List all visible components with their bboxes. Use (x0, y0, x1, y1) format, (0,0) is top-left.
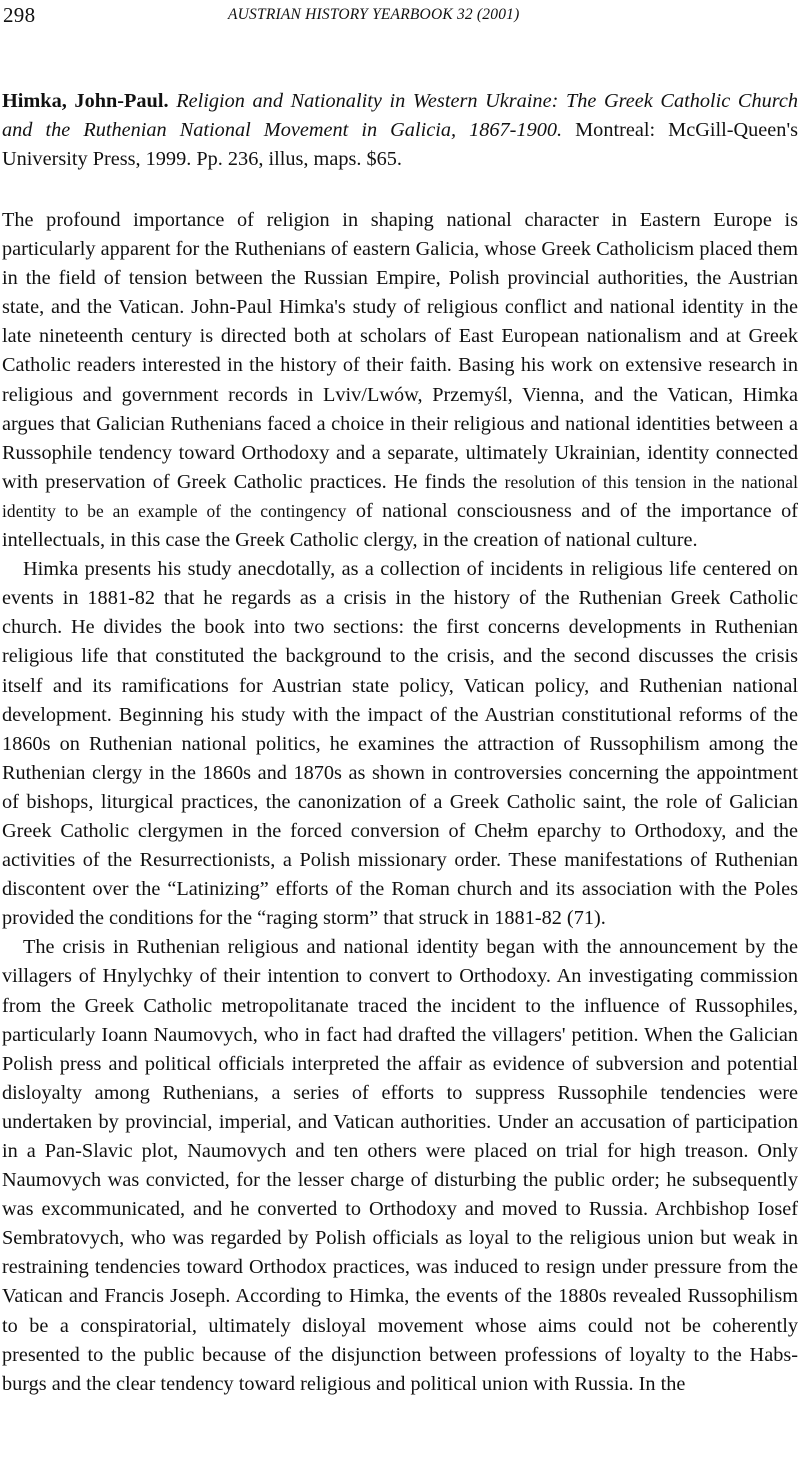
paragraph-1-text-end: of national consciousness and of the importance of intellectuals, in this case the Greek Catholic clergy, in the creation of national culture. (2, 499, 798, 552)
paragraph-1-text: The profound importance of religion in shaping national character in Eastern Europe is particularly apparent for the Ruthenians of eastern Galicia, whose Greek Catholicism placed them in the field of tension between the Russian Empire, Polish provincial authorities, the Austrian state, and the Vatican. John-Paul Himka's study of religious conflict and national identity in the late nineteenth century is directed both at scholars of East European nationalism and at Greek Catholic readers interested in the history of their faith. Basing his work on extensive research in religious and government records in Lviv/Lwów, Przemyśl, Vienna, and the Vatican, Himka argues that Galician Ruthenians faced a choice in their religious and national identities between a Russophile tendency toward Orthodoxy and a separate, ultimately Ukrainian, identity connected with preservation of Greek Catholic practices. He finds the (2, 209, 798, 493)
book-citation (2, 87, 798, 174)
citation-author: Himka, John-Paul. (2, 90, 169, 112)
citation-book-title: Religion and Nationality in Western Ukraine: The Greek Catholic Church and the Ruthenian National Movement in Galicia, 1867-1900. (2, 90, 799, 141)
page-number: 298 (3, 3, 36, 27)
journal-title: AUSTRIAN HISTORY YEARBOOK 32 (2001) (228, 6, 520, 23)
paragraph-3: The crisis in Ruthenian religious and national identity began with the announcement by the villagers of Hnylychky of their intention to convert to Orthodoxy. An investigating commission from the Greek Catholic metropolitanate traced the incident to the influence of Russophiles, particularly Ioann Naumovych, who in fact had drafted the villagers' petition. When the Galician Polish press and political officials interpreted the affair as evidence of subversion and potential disloyalty among Ruthenians, a series of efforts to suppress Russophile tendencies were undertaken by provincial, imperial, and Vatican authorities. Under an accusation of participation in a Pan-Slavic plot, Naumovych and ten others were placed on trial for high treason. Only Naumovych was convicted, for the lesser charge of disturbing the public order; he subsequently was excommunicated, and he converted to Orthodoxy and moved to Russia. Archbishop Iosef Sembratovych, who was regarded by Polish officials as loyal to the religious union but weak in restraining tendencies toward Orthodox practices, was induced to resign under pressure from the Vatican and Francis Joseph. According to Himka, the events of the 1880s revealed Russophilism to be a conspiratorial, ultimately disloyal movement whose aims could not be coherently presented to the public because of the disjunction between professions of loyalty to the Habsburgs and the clear tendency toward religious and political union with Russia. In the (2, 936, 798, 1395)
paragraph-1-condensed-line: resolution of this tension in the national identity to be an example of the contingency (2, 471, 799, 521)
running-head (2, 0, 798, 34)
paragraph-1 (2, 206, 798, 555)
paragraph-2: Himka presents his study anecdotally, as a collection of incidents in religious life centered on events in 1881-82 that he regards as a crisis in the history of the Ruthenian Greek Catholic church. He divides the book into two sections: the first concerns developments in Ruthenian religious life that constituted the background to the crisis, and the second discusses the crisis itself and its ramifications for Austrian state policy, Vatican policy, and Ruthenian national development. Beginning his study with the impact of the Austrian constitutional reforms of the 1860s on Ruthenian national politics, he examines the attraction of Russophilism among the Ruthenian clergy in the 1860s and 1870s as shown in controversies concerning the appointment of bishops, liturgical practices, the canonization of a Greek Catholic saint, the role of Galician Greek Catholic clergymen in the forced conversion of Chełm eparchy to Orthodoxy, and the activities of the Resurrectionists, a Polish missionary order. These manifestations of Ruthenian discontent over the “Latinizing” efforts of the Roman church and its association with the Poles provided the conditions for the “raging storm” that struck in 1881-82 (71). (2, 558, 798, 930)
citation-publication: Montreal: McGill-Queen's University Press, 1999. Pp. 236, illus, maps. $65. (2, 119, 798, 170)
review-body (2, 206, 798, 1399)
